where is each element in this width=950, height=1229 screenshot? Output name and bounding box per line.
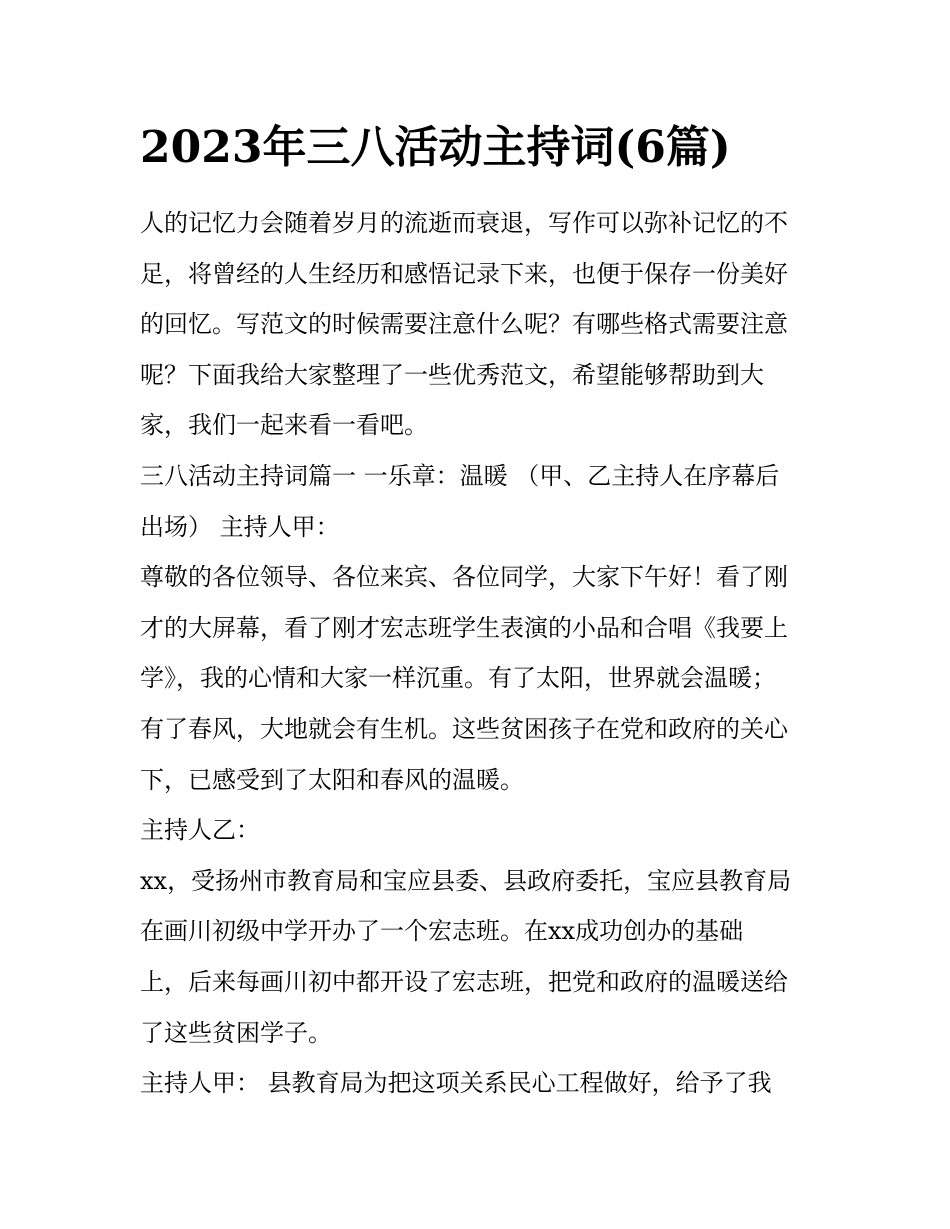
text-line: 家，我们一起来看一看吧。 — [140, 411, 428, 440]
text-line: 呢？下面我给大家整理了一些优秀范文，希望能够帮助到大 — [140, 360, 764, 389]
text-line: 才的大屏幕，看了刚才宏志班学生表演的小品和合唱《我要上 — [140, 613, 788, 642]
paragraph-host-b-speech — [140, 856, 816, 1058]
text-line: 足，将曾经的人生经历和感悟记录下来，也便于保存一份美好 — [140, 259, 788, 288]
paragraph-host-a-continued — [140, 1058, 816, 1109]
text-line: 人的记忆力会随着岁月的流逝而衰退，写作可以弥补记忆的不 — [140, 209, 788, 237]
text-line: xx，受扬州市教育局和宝应县委、县政府委托，宝应县教育局 — [140, 866, 792, 895]
text-line: 下，已感受到了太阳和春风的温暖。 — [140, 765, 524, 794]
document-title: 2023年三八活动主持词(6篇) — [140, 122, 731, 173]
paragraph-host-a-speech — [140, 552, 816, 805]
text-line: 了这些贫困学子。 — [140, 1018, 332, 1047]
paragraph-intro — [140, 198, 816, 451]
document-body — [140, 198, 816, 1109]
text-line: 出场） 主持人甲： — [140, 512, 340, 541]
text-line: 尊敬的各位领导、各位来宾、各位同学，大家下午好！看了刚 — [140, 563, 788, 592]
text-line: 有了春风，大地就会有生机。这些贫困孩子在党和政府的关心 — [140, 714, 788, 743]
text-line: 的回忆。写范文的时候需要注意什么呢？有哪些格式需要注意 — [140, 310, 788, 339]
text-line: 主持人乙： — [140, 816, 260, 845]
text-line: 学》，我的心情和大家一样沉重。有了太阳，世界就会温暖； — [140, 664, 776, 693]
text-line: 上，后来每画川初中都开设了宏志班，把党和政府的温暖送给 — [140, 967, 788, 996]
paragraph-host-b-label — [140, 805, 816, 856]
text-line: 在画川初级中学开办了一个宏志班。在xx成功创办的基础 — [140, 917, 744, 946]
text-line: 三八活动主持词篇一 一乐章：温暖 （甲、乙主持人在序幕后 — [140, 461, 780, 490]
paragraph-section-heading — [140, 451, 816, 552]
text-line: 主持人甲： 县教育局为把这项关系民心工程做好，给予了我 — [140, 1069, 772, 1098]
